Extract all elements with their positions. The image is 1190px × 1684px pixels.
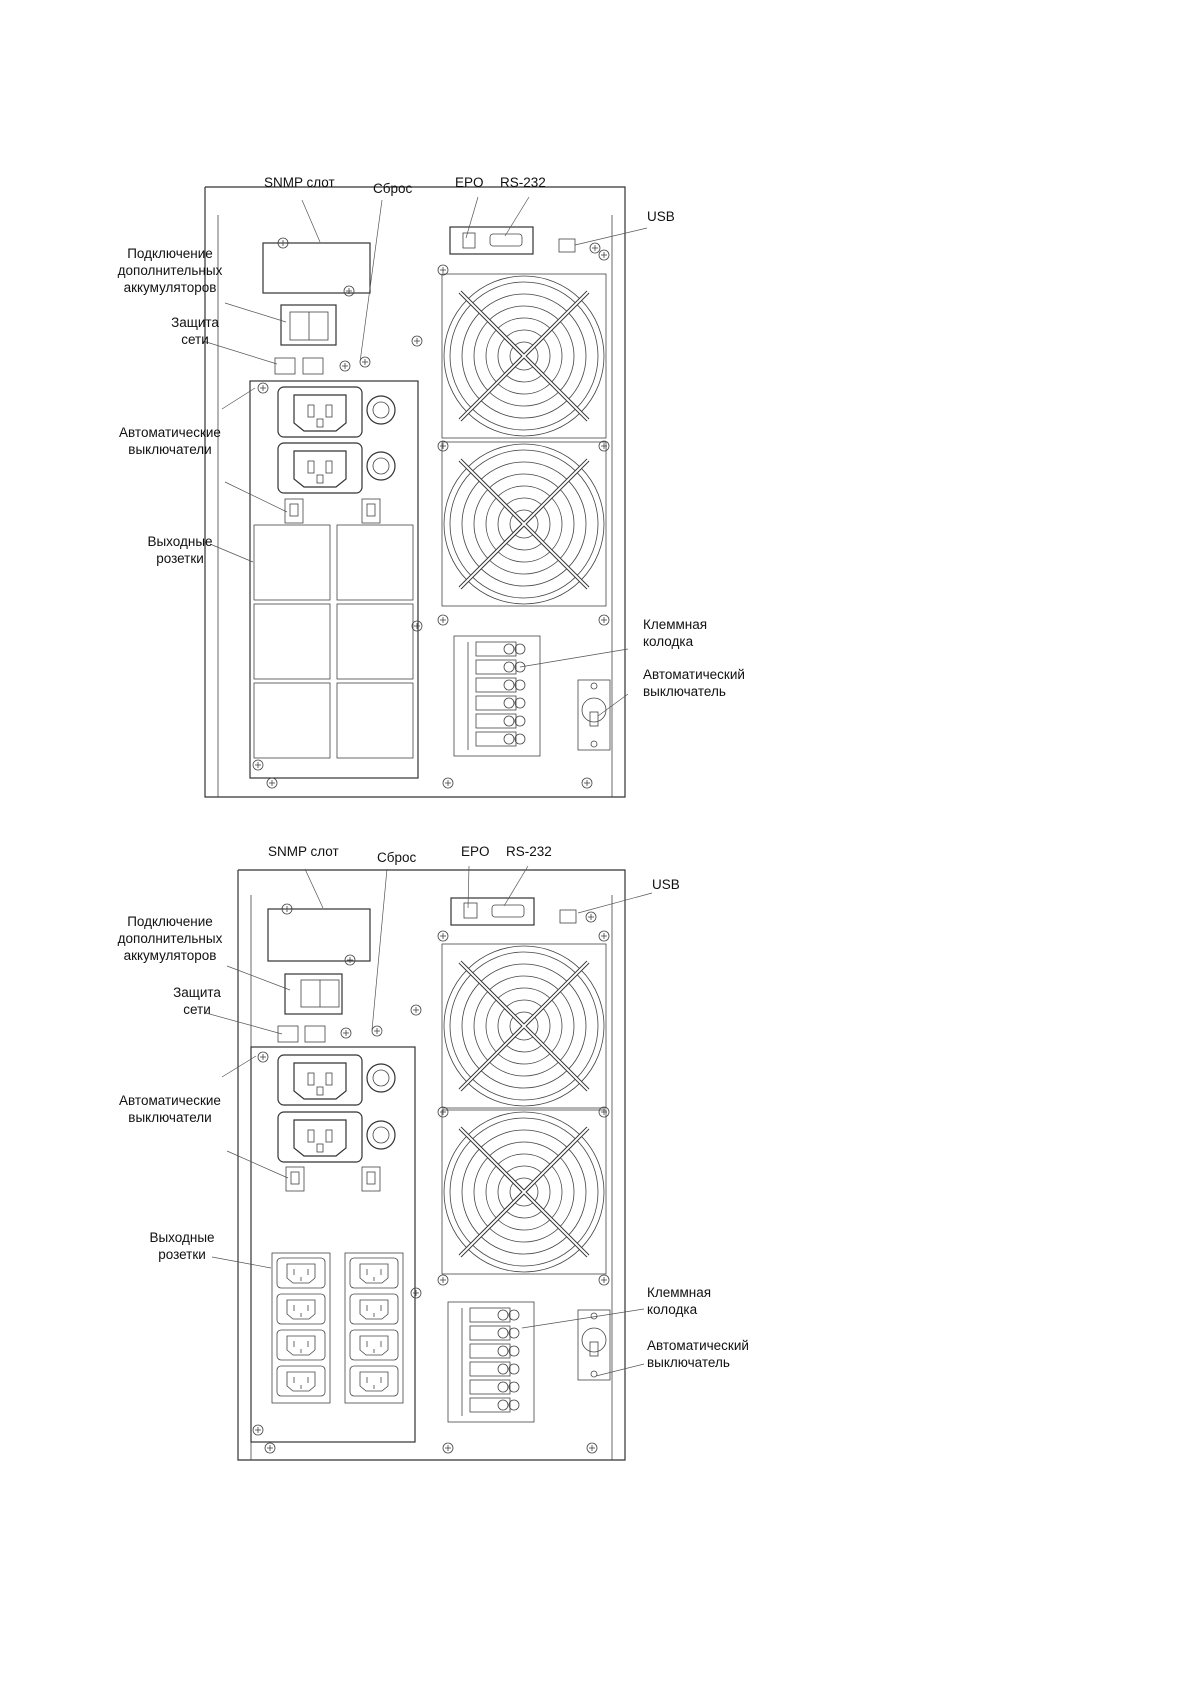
label-terminal-line2: колодка xyxy=(647,1302,698,1317)
label-breakers xyxy=(110,1092,230,1126)
label-outlets xyxy=(142,1229,222,1263)
label-breakers-line1: Автоматические xyxy=(119,425,221,440)
label-outlets-line2: розетки xyxy=(158,1247,206,1262)
label-network-line2: сети xyxy=(183,1002,211,1017)
label-usb: USB xyxy=(647,209,675,224)
label-outlets-line2: розетки xyxy=(156,551,204,566)
usb-port xyxy=(559,239,575,252)
label-network-protection xyxy=(164,984,230,1018)
label-snmp-slot: SNMP слот xyxy=(268,844,339,859)
rs232-port xyxy=(490,234,522,246)
label-network-line1: Защита xyxy=(173,985,221,1000)
label-main-breaker xyxy=(643,666,745,700)
panel-2 xyxy=(238,870,625,1460)
label-battery-connection xyxy=(110,913,230,964)
label-snmp-slot: SNMP слот xyxy=(264,175,335,190)
label-reset: Сброс xyxy=(377,850,417,865)
snmp-slot xyxy=(268,909,370,961)
label-outlets xyxy=(140,533,220,567)
label-battery-line1: Подключение xyxy=(127,246,213,261)
snmp-slot xyxy=(263,243,370,293)
label-breakers-line2: выключатели xyxy=(128,1110,212,1125)
label-rs232: RS-232 xyxy=(500,175,546,190)
label-terminal-line1: Клеммная xyxy=(643,617,708,632)
label-terminal-line1: Клеммная xyxy=(647,1285,712,1300)
label-terminal-block xyxy=(647,1284,711,1318)
label-network-protection xyxy=(162,314,228,348)
label-battery-line2: дополнительных xyxy=(117,263,223,278)
label-main-breaker-line2: выключатель xyxy=(643,684,726,699)
label-battery-line2: дополнительных xyxy=(117,931,223,946)
label-main-breaker-line1: Автоматический xyxy=(643,667,745,682)
label-epo: EPO xyxy=(455,175,484,190)
label-network-line1: Защита xyxy=(171,315,219,330)
label-outlets-line1: Выходные xyxy=(149,1230,215,1245)
panel-1 xyxy=(205,187,625,797)
label-network-line2: сети xyxy=(181,332,209,347)
label-epo: EPO xyxy=(461,844,490,859)
label-terminal-line2: колодка xyxy=(643,634,694,649)
label-main-breaker-line2: выключатель xyxy=(647,1355,730,1370)
label-reset: Сброс xyxy=(373,181,413,196)
label-outlets-line1: Выходные xyxy=(147,534,213,549)
rs232-port xyxy=(492,905,524,917)
label-breakers xyxy=(110,424,230,458)
label-breakers-line2: выключатели xyxy=(128,442,212,457)
label-battery-line3: аккумуляторов xyxy=(123,280,217,295)
usb-port xyxy=(560,910,576,923)
label-battery-line3: аккумуляторов xyxy=(123,948,217,963)
label-battery-line1: Подключение xyxy=(127,914,213,929)
label-main-breaker xyxy=(647,1337,749,1371)
label-main-breaker-line1: Автоматический xyxy=(647,1338,749,1353)
label-rs232: RS-232 xyxy=(506,844,552,859)
label-breakers-line1: Автоматические xyxy=(119,1093,221,1108)
label-usb: USB xyxy=(652,877,680,892)
label-battery-connection xyxy=(110,245,230,296)
label-terminal-block xyxy=(643,616,707,650)
